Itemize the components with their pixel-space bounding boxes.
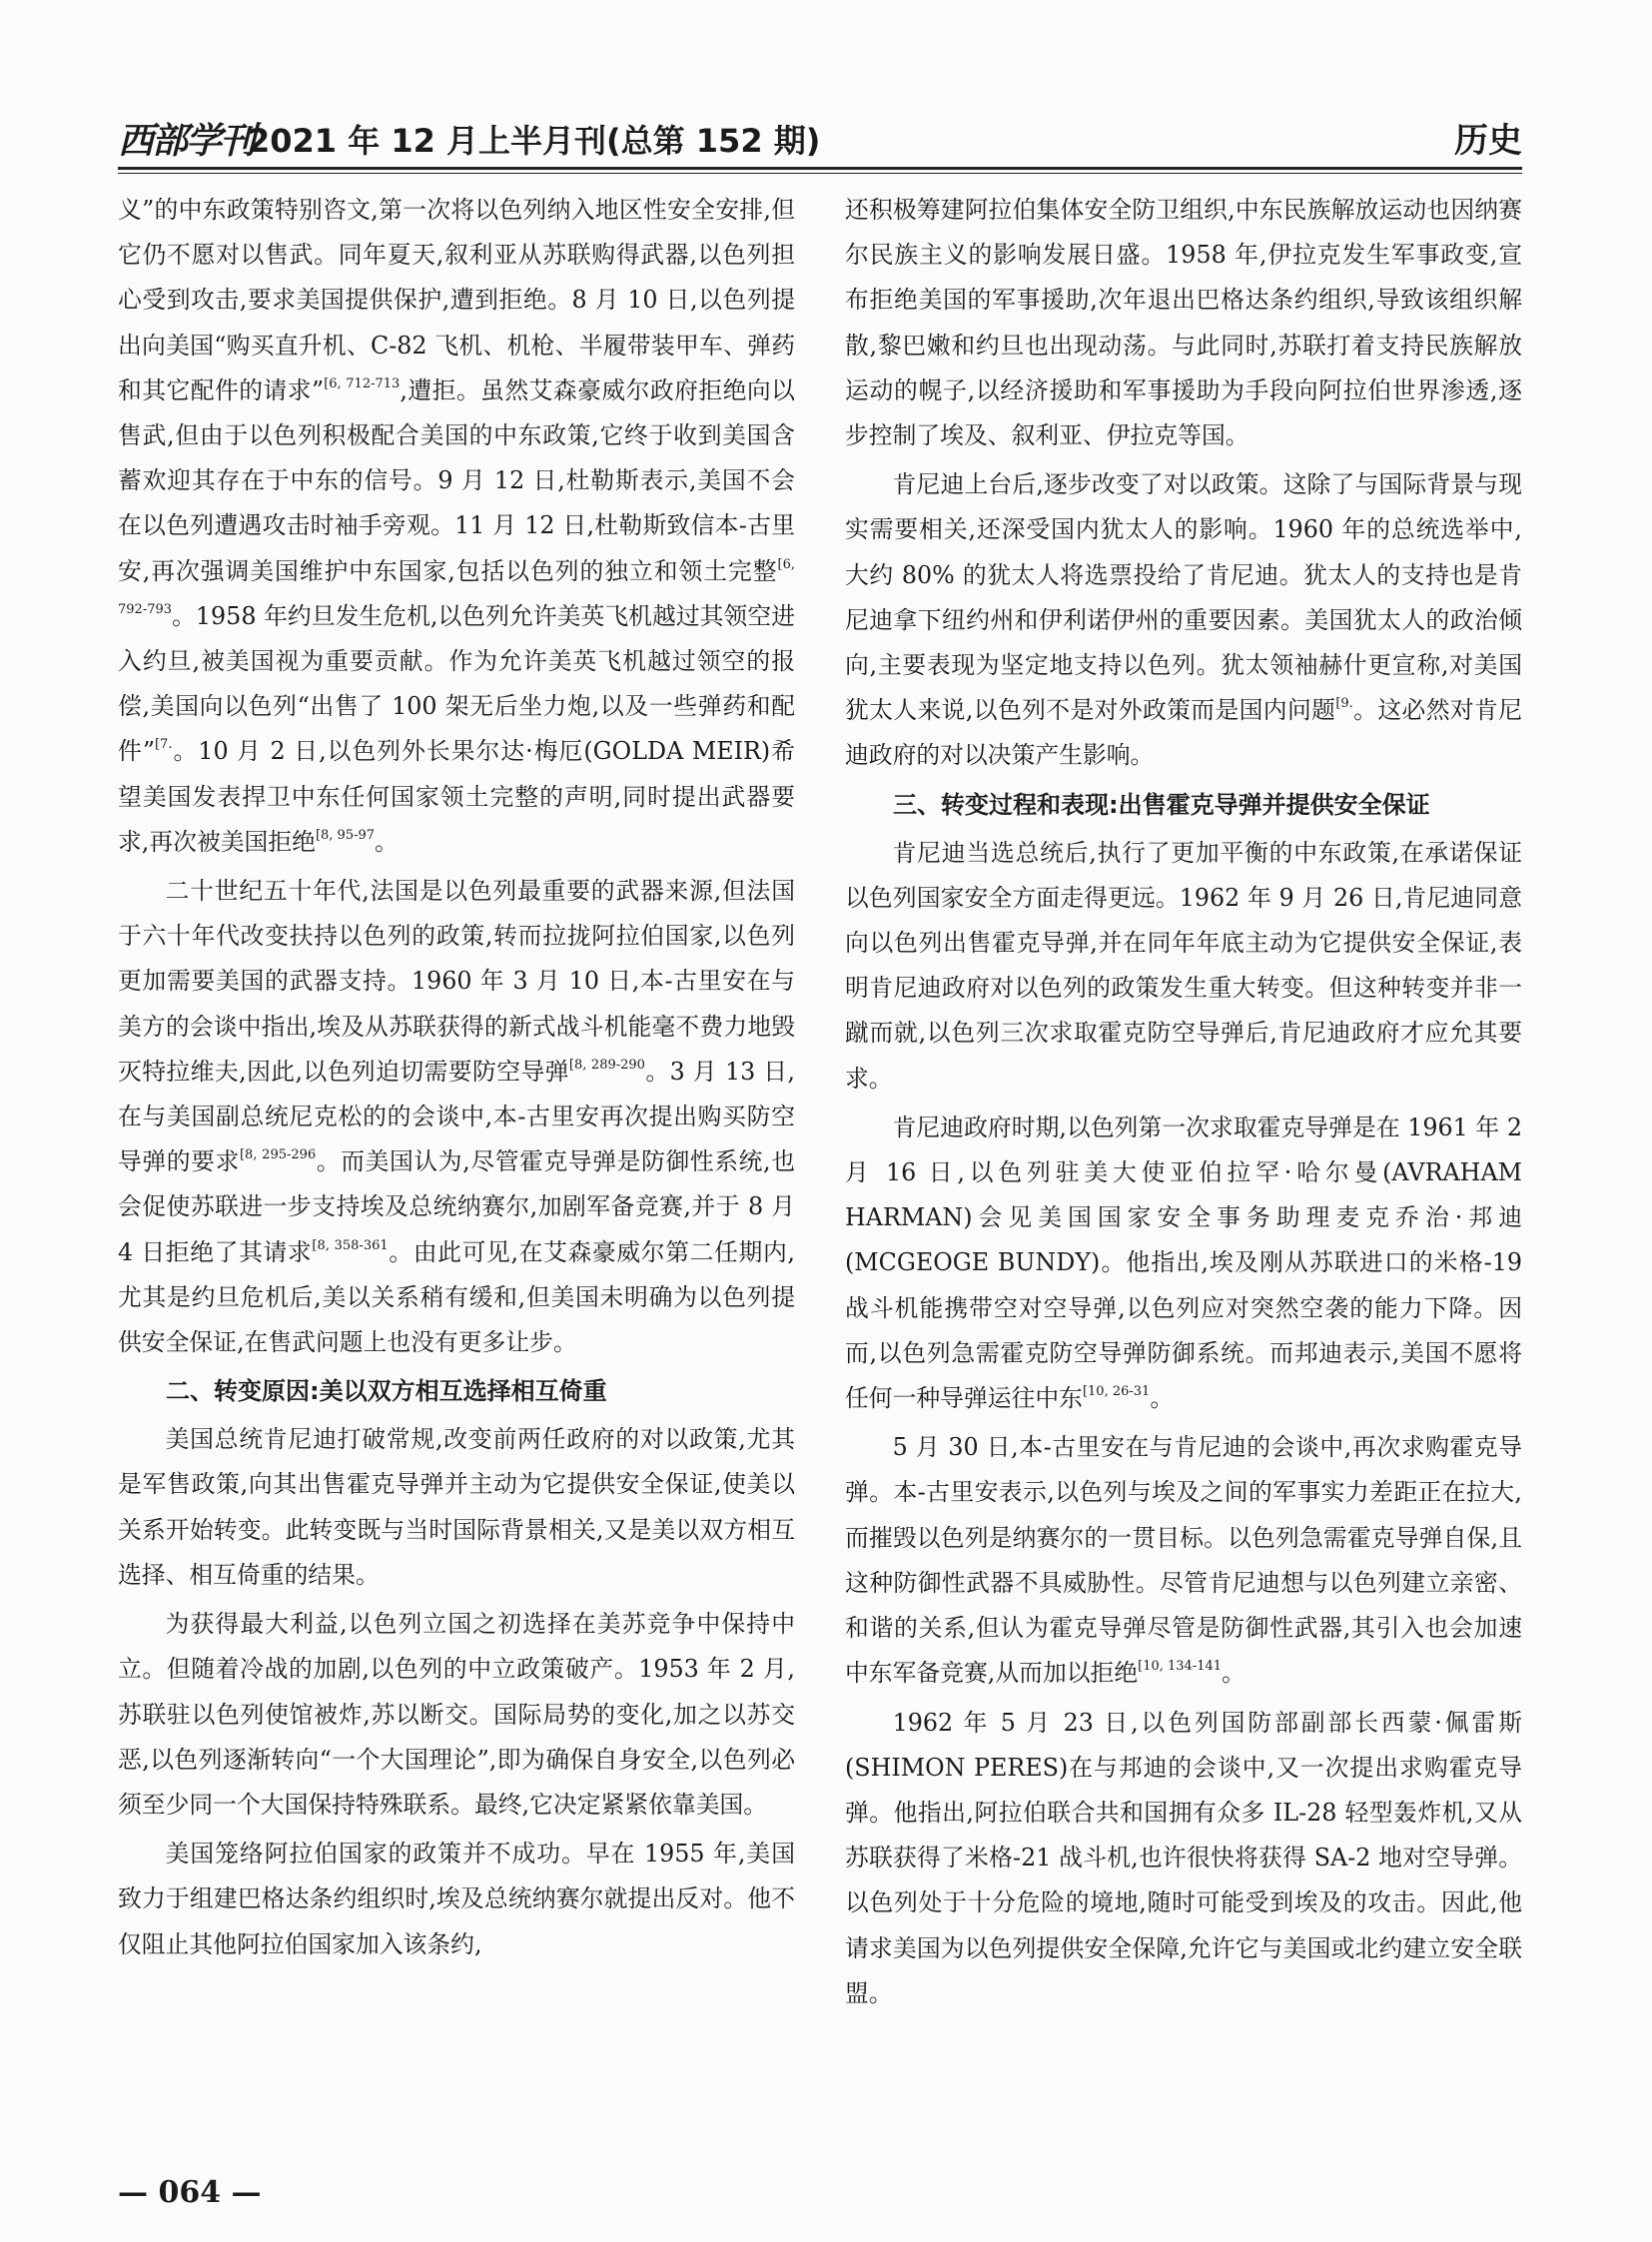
paragraph-text: 还积极筹建阿拉伯集体安全防卫组织,中东民族解放运动也因纳赛尔民族主义的影响发展日盛。1958 年,伊拉克发生军事政变,宣布拒绝美国的军事援助,次年退出巴格达条约组织,导致该组织解散,黎巴嫩和约旦也出现动荡。与此同时,苏联打着支持民族解放运动的幌子,以经济援助和军事援助为手段向阿拉伯世界渗透,逐步控制了埃及、叙利亚、伊拉克等国。: [845, 196, 1522, 450]
paragraph-text: 美国总统肯尼迪打破常规,改变前两任政府的对以政策,尤其是军售政策,向其出售霍克导弹并主动为它提供安全保证,使美以关系开始转变。此转变既与当时国际背景相关,又是美以双方相互选择、相互倚重的结果。: [118, 1425, 795, 1589]
paragraph: [118, 1832, 795, 1967]
citation-ref: [6, 792-793: [118, 556, 795, 617]
paragraph-text: 。3 月 13 日,在与美国副总统尼克松的的会谈中,本-古里安再次提出购买防空导弹的要求: [118, 1057, 795, 1176]
paragraph-text: 。1958 年约旦发生危机,以色列允许美英飞机越过其领空进入约旦,被美国视为重要贡献。作为允许美英飞机越过领空的报偿,美国向以色列“出售了 100 架无后坐力炮,以及一些弹药和配件”: [118, 601, 795, 766]
citation-ref: [8, 95-97: [315, 827, 376, 843]
citation-ref: [9.: [1335, 696, 1353, 712]
paragraph: [118, 1602, 795, 1828]
paragraph-text: 。而美国认为,尽管霍克导弹是防御性系统,也会促使苏联进一步支持埃及总统纳赛尔,加剧军备竞赛,并于 8 月 4 日拒绝了其请求: [118, 1147, 795, 1266]
header-rule: [118, 167, 1522, 170]
citation-ref: [8, 358-361: [312, 1237, 389, 1253]
citation-ref: [8, 295-296: [239, 1147, 317, 1163]
citation-ref: [10, 134-141: [1138, 1659, 1223, 1675]
left-column: [118, 188, 795, 1971]
paragraph: [845, 1106, 1522, 1421]
paragraph: [118, 869, 795, 1365]
paragraph-text: 5 月 30 日,本-古里安在与肯尼迪的会谈中,再次求购霍克导弹。本-古里安表示,以色列与埃及之间的军事实力差距正在拉大,而摧毁以色列是纳赛尔的一贯目标。以色列急需霍克导弹自保,且这种防御性武器不具威胁性。尽管肯尼迪想与以色列建立亲密、和谐的关系,但认为霍克导弹尽管是防御性武器,其引入也会加速中东军备竞赛,从而加以拒绝: [845, 1433, 1522, 1688]
paragraph-text: 。10 月 2 日,以色列外长果尔达·梅厄(GOLDA MEIR)希望美国发表捍卫中东任何国家领土完整的声明,同时提出武器要求,再次被美国拒绝: [118, 737, 795, 856]
paragraph-text: 肯尼迪当选总统后,执行了更加平衡的中东政策,在承诺保证以色列国家安全方面走得更远。1962 年 9 月 26 日,肯尼迪同意向以色列出售霍克导弹,并在同年年底主动为它提供安全保证,表明肯尼迪政府对以色列的政策发生重大转变。但这种转变并非一蹴而就,以色列三次求取霍克防空导弹后,肯尼迪政府才应允其要求。: [845, 838, 1522, 1093]
paragraph-text: 为获得最大利益,以色列立国之初选择在美苏竞争中保持中立。但随着冷战的加剧,以色列的中立政策破产。1953 年 2 月,苏联驻以色列使馆被炸,苏以断交。国际局势的变化,加之以苏交恶,以色列逐渐转向“一个大国理论”,即为确保自身安全,以色列必须至少同一个大国保持特殊联系。最终,它决定紧紧依靠美国。: [118, 1610, 795, 1819]
paragraph: [845, 462, 1522, 778]
paragraph: [118, 1417, 795, 1598]
citation-ref: [8, 289-290: [568, 1057, 645, 1073]
citation-ref: [6, 712-713: [324, 375, 401, 391]
paragraph: [118, 188, 795, 865]
paragraph-text: 。由此可见,在艾森豪威尔第二任期内,尤其是约旦危机后,美以关系稍有缓和,但美国未明确为以色列提供安全保证,在售武问题上也没有更多让步。: [118, 1237, 795, 1357]
paragraph: [845, 1425, 1522, 1696]
header-rule-thin: [118, 173, 1522, 174]
paragraph-text: 。: [1150, 1384, 1175, 1413]
paragraph-text: 义”的中东政策特别咨文,第一次将以色列纳入地区性安全安排,但它仍不愿对以售武。同年夏天,叙利亚从苏联购得武器,以色列担心受到攻击,要求美国提供保护,遭到拒绝。8 月 10 日,以色列提出向美国“购买直升机、C-82 飞机、机枪、半履带装甲车、弹药和其它配件的请求”: [118, 196, 795, 404]
paragraph: [845, 188, 1522, 458]
section-heading: 二、转变原因:美以双方相互选择相互倚重: [166, 1377, 607, 1406]
paragraph-text: 肯尼迪上台后,逐步改变了对以政策。这除了与国际背景与现实需要相关,还深受国内犹太人的影响。1960 年的总统选举中,大约 80% 的犹太人将选票投给了肯尼迪。犹太人的支持也是肯尼迪拿下纽约州和伊利诺伊州的重要因素。美国犹太人的政治倾向,主要表现为坚定地支持以色列。犹太领袖赫什更宣称,对美国犹太人来说,以色列不是对外政策而是国内问题: [845, 470, 1522, 725]
page-header: [118, 116, 1522, 166]
paragraph-text: 美国笼络阿拉伯国家的政策并不成功。早在 1955 年,美国致力于组建巴格达条约组织时,埃及总统纳赛尔就提出反对。他不仅阻止其他阿拉伯国家加入该条约,: [118, 1840, 795, 1958]
right-column: [845, 188, 1522, 2020]
paragraph-text: 1962 年 5 月 23 日,以色列国防部副部长西蒙·佩雷斯(SHIMON PERES)在与邦迪的会谈中,又一次提出求购霍克导弹。他指出,阿拉伯联合共和国拥有众多 IL-28 轻型轰炸机,又从苏联获得了米格-21 战斗机,也许很快将获得 SA-2 地对空导弹。以色列处于十分危险的境地,随时可能受到埃及的攻击。因此,他请求美国为以色列提供安全保障,允许它与美国或北约建立安全联盟。: [845, 1708, 1522, 2007]
paragraph-text: 。: [1222, 1659, 1245, 1688]
paragraph-text: 。这必然对肯尼迪政府的对以决策产生影响。: [845, 696, 1522, 770]
issue-info: 2021 年 12 月上半月刊(总第 152 期): [248, 122, 821, 160]
journal-logo: 西部学刊: [118, 120, 255, 162]
paragraph-text: 。: [375, 827, 399, 856]
paragraph: [845, 1701, 1522, 2016]
paragraph-text: 肯尼迪政府时期,以色列第一次求取霍克导弹是在 1961 年 2 月 16 日,以色列驻美大使亚伯拉罕·哈尔曼(AVRAHAM HARMAN)会见美国国家安全事务助理麦克乔治·邦迪(MCGEOGE BUNDY)。他指出,埃及刚从苏联进口的米格-19 战斗机能携带空对空导弹,以色列应对突然空袭的能力下降。因而,以色列急需霍克防空导弹防御系统。而邦迪表示,美国不愿将任何一种导弹运往中东: [845, 1113, 1522, 1413]
paragraph-text: ,遭拒。虽然艾森豪威尔政府拒绝向以售武,但由于以色列积极配合美国的中东政策,它终于收到美国含蓄欢迎其存在于中东的信号。9 月 12 日,杜勒斯表示,美国不会在以色列遭遇攻击时袖手旁观。11 月 12 日,杜勒斯致信本-古里安,再次强调美国维护中东国家,包括以色列的独立和领土完整: [118, 375, 795, 585]
page-number: — 064 —: [118, 2175, 262, 2210]
citation-ref: [7.: [154, 737, 173, 753]
citation-ref: [10, 26-31: [1082, 1384, 1151, 1400]
paragraph: [845, 831, 1522, 1102]
paragraph-text: 二十世纪五十年代,法国是以色列最重要的武器来源,但法国于六十年代改变扶持以色列的政策,转而拉拢阿拉伯国家,以色列更加需要美国的武器支持。1960 年 3 月 10 日,本-古里安在与美方的会谈中指出,埃及从苏联获得的新式战斗机能毫不费力地毁灭特拉维夫,因此,以色列迫切需要防空导弹: [118, 877, 795, 1086]
section-name: 历史: [1454, 121, 1522, 161]
section-heading: 三、转变过程和表现:出售霍克导弹并提供安全保证: [893, 790, 1430, 819]
